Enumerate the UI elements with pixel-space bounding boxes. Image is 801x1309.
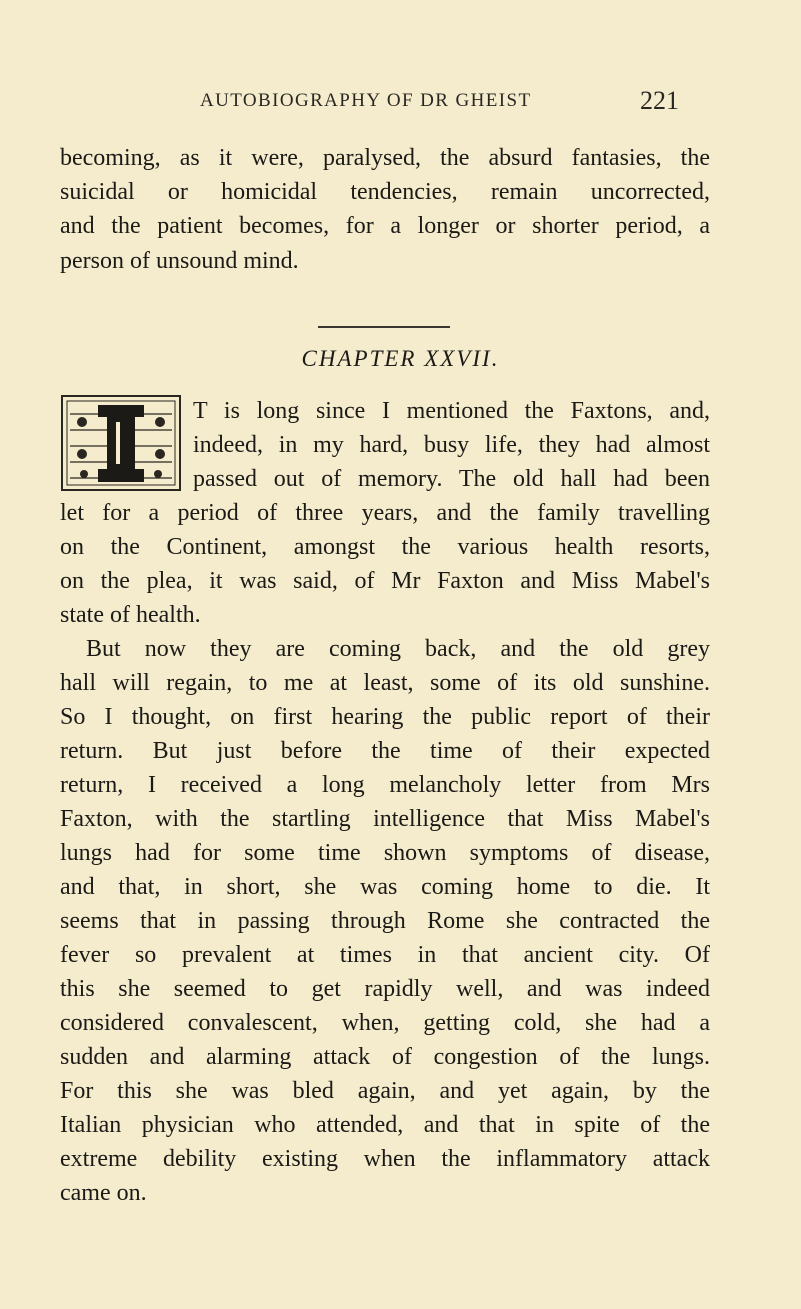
text-line: Italian physician who attended, and that in spite of the <box>60 1112 710 1138</box>
text-line: T is long since I mentioned the Faxtons, and, <box>193 398 710 424</box>
text-line: So I thought, on first hearing the public report of their <box>60 704 710 730</box>
section-divider <box>318 326 450 328</box>
chapter-heading: CHAPTER XXVII. <box>301 346 500 371</box>
text-line: lungs had for some time shown symptoms of disease, <box>60 840 710 866</box>
text-line: For this she was bled again, and yet again, by the <box>60 1078 710 1104</box>
text-line: return. But just before the time of their expected <box>60 738 710 764</box>
text-line: becoming, as it were, paralysed, the absurd fantasies, the <box>60 145 710 171</box>
text-line: suicidal or homicidal tendencies, remain uncorrected, <box>60 179 710 205</box>
text-line: considered convalescent, when, getting cold, she had a <box>60 1010 710 1036</box>
text-line: hall will regain, to me at least, some of its old sunshine. <box>60 670 710 696</box>
text-line: state of health. <box>60 602 201 628</box>
running-header <box>0 86 801 120</box>
text-line: on the Continent, amongst the various health resorts, <box>60 534 710 560</box>
text-line: fever so prevalent at times in that ancient city. Of <box>60 942 710 968</box>
text-line: indeed, in my hard, busy life, they had almost <box>193 432 710 458</box>
ornamental-letter-i-icon <box>60 394 182 492</box>
text-line: and the patient becomes, for a longer or shorter period, a <box>60 213 710 239</box>
text-line: sudden and alarming attack of congestion of the lungs. <box>60 1044 710 1070</box>
text-line: passed out of memory. The old hall had been <box>193 466 710 492</box>
text-line: and that, in short, she was coming home to die. It <box>60 874 710 900</box>
text-line: seems that in passing through Rome she contracted the <box>60 908 710 934</box>
text-line: return, I received a long melancholy letter from Mrs <box>60 772 710 798</box>
page-number: 221 <box>640 86 679 115</box>
text-line: on the plea, it was said, of Mr Faxton and Miss Mabel's <box>60 568 710 594</box>
text-line: came on. <box>60 1180 147 1206</box>
text-line: But now they are coming back, and the old grey <box>86 636 710 662</box>
text-line: let for a period of three years, and the family travelling <box>60 500 710 526</box>
text-line: this she seemed to get rapidly well, and was indeed <box>60 976 710 1002</box>
running-title: AUTOBIOGRAPHY OF DR GHEIST <box>200 90 532 111</box>
text-line: person of unsound mind. <box>60 248 299 274</box>
text-line: extreme debility existing when the inflammatory attack <box>60 1146 710 1172</box>
text-line: Faxton, with the startling intelligence that Miss Mabel's <box>60 806 710 832</box>
